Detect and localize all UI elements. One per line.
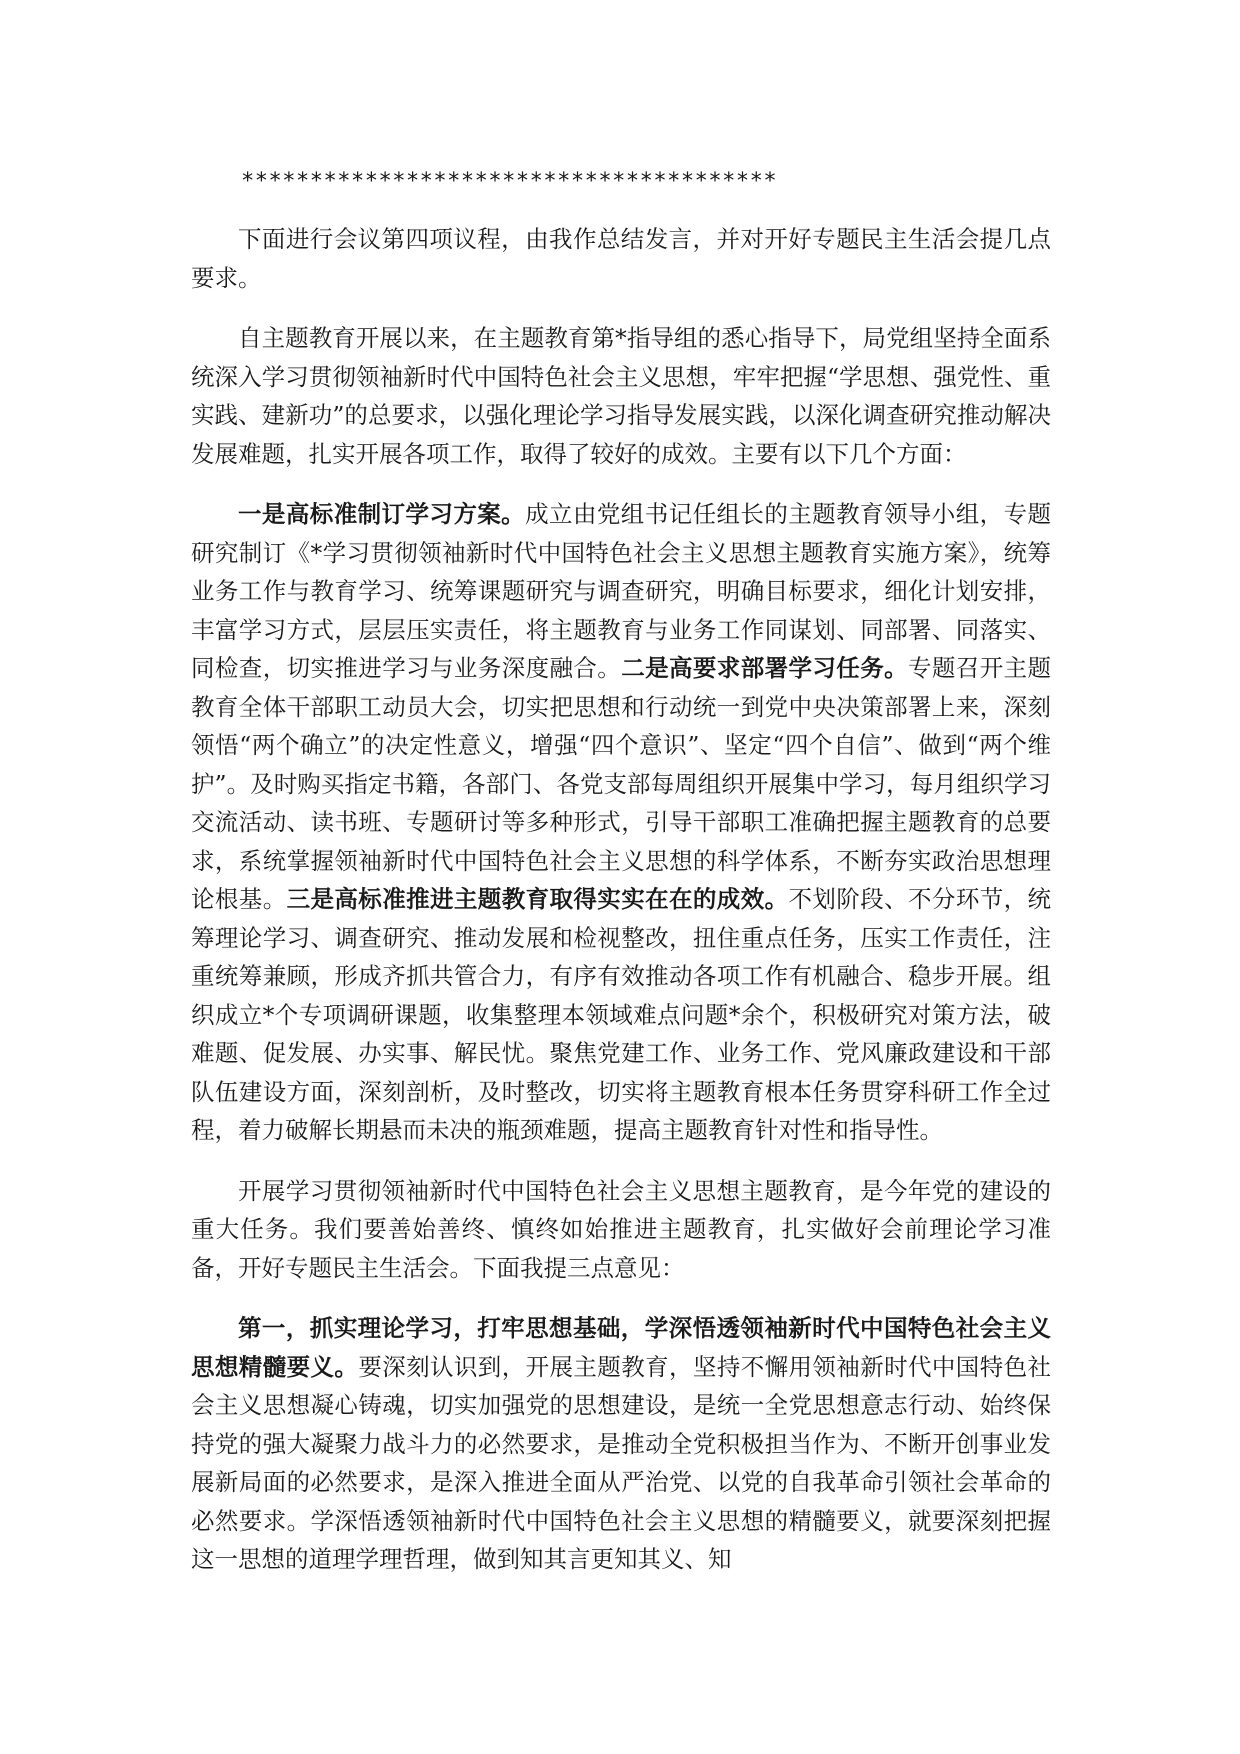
text-second-point: 专题召开主题教育全体干部职工动员大会，切实把思想和行动统一到党中央决策部署上来，深刻领悟“两个确立”的决定性意义，增强“四个意识”、坚定“四个自信”、做到“两个维护”。及时购买指定书籍，各部门、各党支部每周组织开展集中学习，每月组织学习交流活动、读书班、专题研讨等多种形式，引导干部职工准确把握主题教育的总要求，系统掌握领袖新时代中国特色社会主义思想的科学体系，不断夯实政治思想理论根基。 [191, 654, 1052, 913]
paragraph-summary: 自主题教育开展以来，在主题教育第*指导组的悉心指导下，局党组坚持全面系统深入学习贯彻领袖新时代中国特色社会主义思想，牢牢把握“学思想、强党性、重实践、建新功”的总要求，以强化理论学习指导发展实践，以深化调查研究推动解决发展难题，扎实开展各项工作，取得了较好的成效。主要有以下几个方面： [191, 324, 1051, 468]
paragraph-transition: 开展学习贯彻领袖新时代中国特色社会主义思想主题教育，是今年党的建设的重大任务。我们要善始善终、慎终如始推进主题教育，扎实做好会前理论学习准备，开好专题民主生活会。下面我提三点意见： [191, 1176, 1051, 1282]
heading-second-point: 二是高要求部署学习任务。 [621, 654, 909, 682]
document-page [191, 160, 1051, 1601]
text-first-requirement: 要深刻认识到，开展主题教育，坚持不懈用领袖新时代中国特色社会主义思想凝心铸魂，切实加强党的思想建设，是统一全党思想意志行动、始终保持党的强大凝聚力战斗力的必然要求，是推动全党积极担当作为、不断开创事业发展新局面的必然要求，是深入推进全面从严治党、以党的自我革命引领社会革命的必然要求。学深悟透领袖新时代中国特色社会主义思想的精髓要义，就要深刻把握这一思想的道理学理哲理，做到知其言更知其义、知 [191, 1352, 1052, 1573]
text-third-point: 不划阶段、不分环节，统筹理论学习、调查研究、推动发展和检视整改，扭住重点任务，压实工作责任，注重统筹兼顾，形成齐抓共管合力，有序有效推动各项工作有机融合、稳步开展。组织成立*个专项调研课题，收集整理本领域难点问题*余个，积极研究对策方法，破难题、促发展、办实事、解民忧。聚焦党建工作、业务工作、党风廉政建设和干部队伍建设方面，深刻剖析，及时整改，切实将主题教育根本任务贯穿科研工作全过程，着力破解长期悬而未决的瓶颈难题，提高主题教育针对性和指导性。 [191, 885, 1052, 1144]
paragraph-achievements [191, 495, 1051, 1150]
heading-first-point: 一是高标准制订学习方案。 [238, 500, 526, 528]
paragraph-intro: 下面进行会议第四项议程，由我作总结发言，并对开好专题民主生活会提几点要求。 [191, 225, 1051, 292]
paragraph-first-requirement [191, 1309, 1051, 1579]
heading-third-point: 三是高标准推进主题教育取得实实在在的成效。 [286, 885, 789, 913]
heading-first-requirement: 第一，抓实理论学习，打牢思想基础，学深悟透领袖新时代中国特色社会主义思想精髓要义。 [191, 1314, 1051, 1381]
text-first-point: 成立由党组书记任组长的主题教育领导小组，专题研究制订《*学习贯彻领袖新时代中国特色社会主义思想主题教育实施方案》，统筹业务工作与教育学习、统筹课题研究与调查研究，明确目标要求，细化计划安排，丰富学习方式，层层压实责任，将主题教育与业务工作同谋划、同部署、同落实、同检查，切实推进学习与业务深度融合。 [191, 500, 1052, 682]
separator-line: *************************************** [241, 169, 778, 194]
